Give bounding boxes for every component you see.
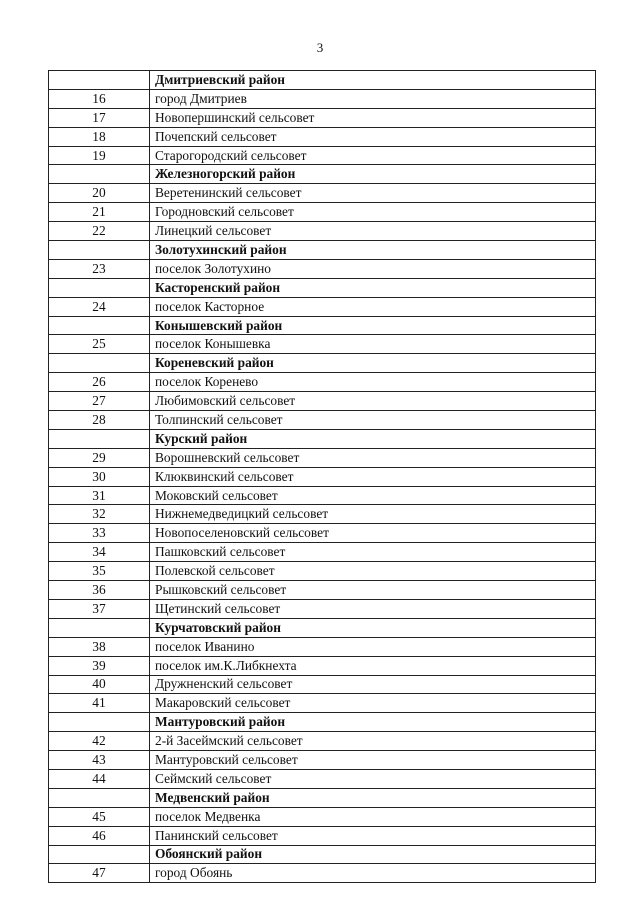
municipality-name: Ворошневский сельсовет (150, 448, 596, 467)
row-number: 17 (49, 108, 150, 127)
row-number: 45 (49, 807, 150, 826)
row-number: 27 (49, 392, 150, 411)
table-row (49, 222, 596, 241)
municipality-name: Новопершинский сельсовет (150, 108, 596, 127)
district-name: Мантуровский район (150, 713, 596, 732)
table-row (49, 146, 596, 165)
municipality-name: Веретенинский сельсовет (150, 184, 596, 203)
table-row (49, 599, 596, 618)
row-number: 20 (49, 184, 150, 203)
municipality-name: поселок Иванино (150, 637, 596, 656)
row-number (49, 316, 150, 335)
district-header-row (49, 165, 596, 184)
table-row (49, 297, 596, 316)
table-row (49, 581, 596, 600)
row-number (49, 845, 150, 864)
table-row (49, 694, 596, 713)
table-row (49, 184, 596, 203)
row-number: 30 (49, 467, 150, 486)
table-row (49, 108, 596, 127)
row-number: 43 (49, 751, 150, 770)
table-row (49, 675, 596, 694)
district-header-row (49, 429, 596, 448)
table-row (49, 373, 596, 392)
municipality-name: поселок им.К.Либкнехта (150, 656, 596, 675)
row-number: 21 (49, 203, 150, 222)
row-number: 41 (49, 694, 150, 713)
district-name: Медвенский район (150, 788, 596, 807)
row-number: 33 (49, 524, 150, 543)
municipality-name: поселок Касторное (150, 297, 596, 316)
row-number: 34 (49, 543, 150, 562)
municipality-name: Рышковский сельсовет (150, 581, 596, 600)
table-row (49, 486, 596, 505)
municipality-name: Почепский сельсовет (150, 127, 596, 146)
municipality-name: Любимовский сельсовет (150, 392, 596, 411)
municipality-name: поселок Конышевка (150, 335, 596, 354)
row-number: 39 (49, 656, 150, 675)
district-name: Конышевский район (150, 316, 596, 335)
municipality-name: город Дмитриев (150, 89, 596, 108)
municipality-name: Панинский сельсовет (150, 826, 596, 845)
municipality-name: Новопоселеновский сельсовет (150, 524, 596, 543)
municipality-name: поселок Золотухино (150, 259, 596, 278)
district-header-row (49, 278, 596, 297)
table-row (49, 543, 596, 562)
municipality-name: Сеймский сельсовет (150, 769, 596, 788)
row-number: 24 (49, 297, 150, 316)
table-row (49, 448, 596, 467)
row-number (49, 165, 150, 184)
municipality-name: город Обоянь (150, 864, 596, 883)
municipality-name: Щетинский сельсовет (150, 599, 596, 618)
district-name: Обоянский район (150, 845, 596, 864)
row-number: 28 (49, 411, 150, 430)
municipality-name: Нижнемедведицкий сельсовет (150, 505, 596, 524)
district-name: Касторенский район (150, 278, 596, 297)
district-header-row (49, 845, 596, 864)
table-row (49, 732, 596, 751)
row-number (49, 241, 150, 260)
row-number (49, 618, 150, 637)
row-number: 32 (49, 505, 150, 524)
municipality-name: поселок Коренево (150, 373, 596, 392)
district-name: Железногорский район (150, 165, 596, 184)
table-row (49, 524, 596, 543)
table-row (49, 751, 596, 770)
row-number: 23 (49, 259, 150, 278)
page-number: 3 (316, 40, 324, 55)
row-number: 38 (49, 637, 150, 656)
district-header-row (49, 354, 596, 373)
district-header-row (49, 71, 596, 90)
row-number: 18 (49, 127, 150, 146)
table-row (49, 411, 596, 430)
municipality-name: Мантуровский сельсовет (150, 751, 596, 770)
table-row (49, 259, 596, 278)
table-row (49, 826, 596, 845)
district-header-row (49, 788, 596, 807)
table-row (49, 89, 596, 108)
row-number: 22 (49, 222, 150, 241)
municipality-name: Линецкий сельсовет (150, 222, 596, 241)
table-row (49, 807, 596, 826)
district-name: Курский район (150, 429, 596, 448)
municipality-name: Моковский сельсовет (150, 486, 596, 505)
row-number: 31 (49, 486, 150, 505)
table-row (49, 203, 596, 222)
row-number (49, 278, 150, 297)
district-header-row (49, 618, 596, 637)
district-name: Золотухинский район (150, 241, 596, 260)
municipality-name: Толпинский сельсовет (150, 411, 596, 430)
row-number: 44 (49, 769, 150, 788)
table-row (49, 392, 596, 411)
row-number (49, 713, 150, 732)
row-number: 42 (49, 732, 150, 751)
table-row (49, 335, 596, 354)
district-header-row (49, 241, 596, 260)
district-name: Кореневский район (150, 354, 596, 373)
row-number (49, 71, 150, 90)
row-number: 35 (49, 562, 150, 581)
municipality-table (48, 70, 596, 883)
row-number: 37 (49, 599, 150, 618)
district-header-row (49, 316, 596, 335)
row-number (49, 354, 150, 373)
district-header-row (49, 713, 596, 732)
table-row (49, 127, 596, 146)
district-name: Курчатовский район (150, 618, 596, 637)
row-number: 36 (49, 581, 150, 600)
table-row (49, 769, 596, 788)
municipality-name: Старогородский сельсовет (150, 146, 596, 165)
municipality-name: Клюквинский сельсовет (150, 467, 596, 486)
municipality-name: Полевской сельсовет (150, 562, 596, 581)
row-number (49, 788, 150, 807)
table-row (49, 637, 596, 656)
table-row (49, 505, 596, 524)
table-row (49, 562, 596, 581)
table-row (49, 864, 596, 883)
municipality-name: Макаровский сельсовет (150, 694, 596, 713)
table-body (49, 71, 596, 883)
table-row (49, 467, 596, 486)
municipality-name: 2-й Засеймский сельсовет (150, 732, 596, 751)
municipality-name: Пашковский сельсовет (150, 543, 596, 562)
row-number: 47 (49, 864, 150, 883)
row-number: 19 (49, 146, 150, 165)
row-number: 26 (49, 373, 150, 392)
row-number (49, 429, 150, 448)
row-number: 25 (49, 335, 150, 354)
table-row (49, 656, 596, 675)
row-number: 29 (49, 448, 150, 467)
row-number: 46 (49, 826, 150, 845)
row-number: 16 (49, 89, 150, 108)
district-name: Дмитриевский район (150, 71, 596, 90)
municipality-name: Городновский сельсовет (150, 203, 596, 222)
row-number: 40 (49, 675, 150, 694)
municipality-name: Дружненский сельсовет (150, 675, 596, 694)
municipality-name: поселок Медвенка (150, 807, 596, 826)
